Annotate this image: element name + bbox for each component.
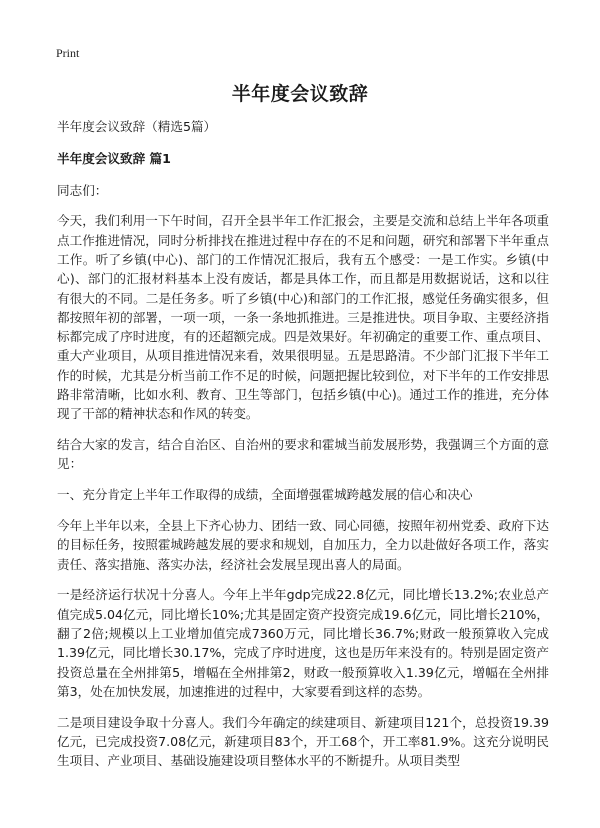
paragraph: 一是经济运行状况十分喜人。今年上半年gdp完成22.8亿元，同比增长13.2%;农业总产值完成5.04亿元，同比增长10%;尤其是固定资产投资完成19.6亿元，同比增长210%，翻了2倍;规模以上工业增加值完成7360万元，同比增长36.7%;财政一般预算收入完成1.39亿元，同比增长30.17%，完成了序时进度，这也是历年来没有的。特别是固定资产投资总量在全州排第5，增幅在全州排第2，财政一般预算收入1.39亿元，增幅在全州排第3，处在加快发展，加速推进的过程中，大家要看到这样的态势。: [57, 587, 549, 699]
paragraph: 今年上半年以来，全县上下齐心协力、团结一致、同心同德，按照年初州党委、政府下达的目标任务，按照霍城跨越发展的要求和规划，自加压力，全力以赴做好各项工作，落实责任、落实措施、落实办法，经济社会发展呈现出喜人的局面。: [57, 518, 549, 572]
paragraph: 今天，我们利用一下午时间，召开全县半年工作汇报会，主要是交流和总结上半年各项重点工作推进情况，同时分析排找在推进过程中存在的不足和问题，研究和部署下半年重点工作。听了乡镇(中心)、部门的工作情况汇报后，我有五个感受：一是工作实。乡镇(中心)、部门的汇报材料基本上没有废话，都是具体工作，而且都是用数据说话，这和以往有很大的不同。二是任务多。听了乡镇(中心)和部门的工作汇报，感觉任务确实很多，但都按照年初的部署，一项一项，一条一条地抓推进。三是推进快。项目争取、主要经济指标都完成了序时进度，有的还超额完成。四是效果好。年初确定的重要工作、重点项目、重大产业项目，从项目推进情况来看，效果很明显。五是思路清。不少部门汇报下半年工作的时候，尤其是分析当前工作不足的时候，问题把握比较到位，对下半年的工作安排思路非常清晰，比如水利、教育、卫生等部门，包括乡镇(中心)。通过工作的推进，充分体现了干部的精神状态和作风的转变。: [57, 213, 549, 422]
page-title: 半年度会议致辞: [231, 83, 369, 105]
paragraph: 一、充分肯定上半年工作取得的成绩，全面增强霍城跨越发展的信心和决心: [57, 487, 473, 503]
section-heading: 半年度会议致辞 篇1: [57, 151, 171, 167]
document-body: [57, 117, 549, 782]
greeting: 同志们：: [57, 182, 108, 198]
document-subtitle: 半年度会议致辞（精选5篇）: [57, 119, 217, 134]
print-link[interactable]: Print: [56, 46, 80, 60]
paragraph: 结合大家的发言，结合自治区、自治州的要求和霍城当前发展形势，我强调三个方面的意见：: [57, 437, 549, 472]
paragraph: 二是项目建设争取十分喜人。我们今年确定的续建项目、新建项目121个，总投资19.39亿元，已完成投资7.08亿元，新建项目83个，开工68个，开工率81.9%。这充分说明民生项目、产业项目、基础设施建设项目整体水平的不断提升。从项目类型: [57, 714, 549, 769]
